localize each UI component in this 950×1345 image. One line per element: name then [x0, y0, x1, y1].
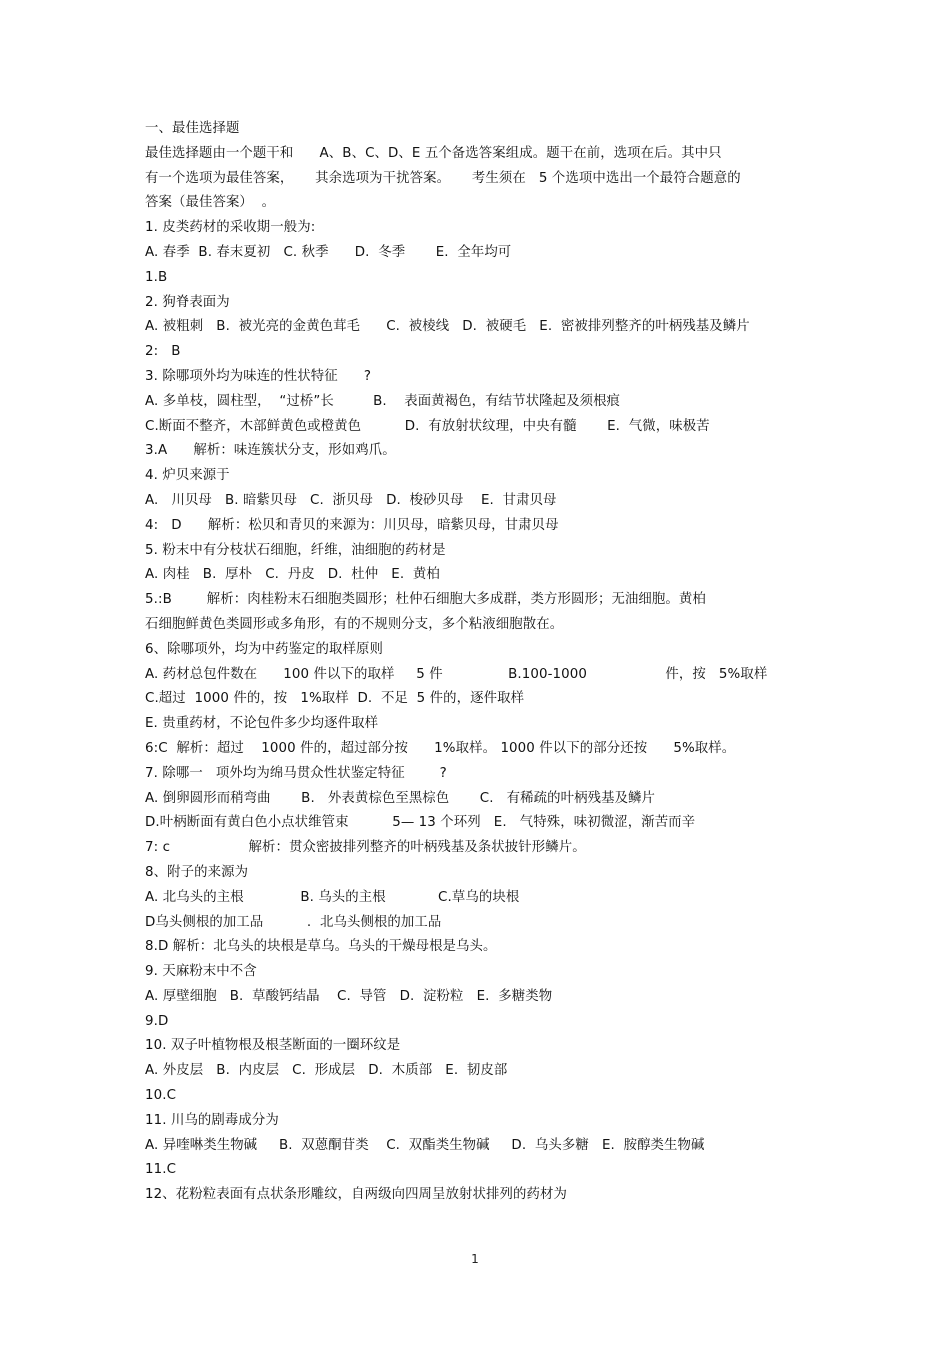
question-3: 3. 除哪项外均为味连的性状特征 ?	[145, 368, 372, 384]
question-8-options-2: D乌头侧根的加工品 . 北乌头侧根的加工品	[145, 914, 442, 930]
question-9: 9. 天麻粉末中不含	[145, 964, 257, 980]
question-4: 4. 炉贝来源于	[145, 468, 230, 484]
answer-5-line-2: 石细胞鲜黄色类圆形或多角形，有的不规则分支，多个粘液细胞散在。	[145, 616, 564, 632]
answer-7: 7: c 解析：贯众密披排列整齐的叶柄残基及条状披针形鳞片。	[145, 840, 586, 856]
section-heading: 一、最佳选择题	[145, 121, 240, 136]
question-8: 8、附子的来源为	[145, 864, 249, 880]
answer-9: 9.D	[145, 1013, 169, 1029]
answer-1: 1.B	[145, 269, 168, 285]
answer-4: 4: D 解析：松贝和青贝的来源为：川贝母，暗紫贝母，甘肃贝母	[145, 517, 559, 533]
question-6: 6、除哪项外，均为中药鉴定的取样原则	[145, 641, 383, 657]
answer-6: 6:C 解析：超过 1000 件的，超过部分按 1%取样。 1000 件以下的部分还按 5%取样。	[145, 740, 736, 756]
answer-2: 2: B	[145, 344, 181, 360]
question-6-options-2: C.超过 1000 件的，按 1%取样 D. 不足 5 件的，逐件取样	[145, 691, 525, 707]
question-2-options: A. 被粗刺 B. 被光亮的金黄色茸毛 C. 被棱线 D. 被硬毛 E. 密被排列整齐的叶柄残基及鳞片	[145, 319, 750, 335]
question-9-options: A. 厚壁细胞 B. 草酸钙结晶 C. 导管 D. 淀粉粒 E. 多糖类物	[145, 988, 553, 1004]
instruction-line-3: 答案（最佳答案） 。	[145, 195, 276, 211]
question-5-options: A. 肉桂 B. 厚朴 C. 丹皮 D. 杜仲 E. 黄柏	[145, 567, 440, 583]
question-11: 11. 川乌的剧毒成分为	[145, 1112, 279, 1128]
question-4-options: A. 川贝母 B. 暗紫贝母 C. 浙贝母 D. 梭砂贝母 E. 甘肃贝母	[145, 492, 557, 508]
question-7: 7. 除哪一 项外均为绵马贯众性状鉴定特征 ?	[145, 765, 447, 781]
question-10-options: A. 外皮层 B. 内皮层 C. 形成层 D. 木质部 E. 韧皮部	[145, 1063, 508, 1079]
question-6-options-3: E. 贵重药材，不论包件多少均逐件取样	[145, 716, 379, 732]
question-10: 10. 双子叶植物根及根茎断面的一圈环纹是	[145, 1038, 401, 1054]
answer-11: 11.C	[145, 1162, 177, 1178]
page-number: 1	[471, 1252, 479, 1266]
question-7-options-2: D.叶柄断面有黄白色小点状维管束 5— 13 个环列 E. 气特殊，味初微涩，渐苦而辛	[145, 815, 696, 831]
question-8-options-1: A. 北乌头的主根 B. 乌头的主根 C.草乌的块根	[145, 889, 520, 905]
question-3-options-1: A. 多单枝，圆柱型， “过桥”长 B. 表面黄褐色，有结节状隆起及须根痕	[145, 393, 621, 409]
answer-5-line-1: 5.:B 解析：肉桂粉末石细胞类圆形；杜仲石细胞大多成群，类方形圆形；无油细胞。黄柏	[145, 592, 706, 608]
answer-8: 8.D 解析：北乌头的块根是草乌。乌头的干燥母根是乌头。	[145, 939, 497, 955]
question-7-options-1: A. 倒卵圆形而稍弯曲 B. 外表黄棕色至黑棕色 C. 有稀疏的叶柄残基及鳞片	[145, 790, 656, 806]
question-1-options: A. 春季 B. 春末夏初 C. 秋季 D. 冬季 E. 全年均可	[145, 244, 512, 260]
document-body	[145, 117, 805, 1208]
question-12: 12、花粉粒表面有点状条形雕纹，自两级向四周呈放射状排列的药材为	[145, 1187, 567, 1203]
answer-10: 10.C	[145, 1088, 177, 1104]
answer-3: 3.A 解析：味连簇状分支，形如鸡爪。	[145, 443, 396, 459]
question-1: 1. 皮类药材的采收期一般为:	[145, 220, 316, 236]
question-5: 5. 粉末中有分枝状石细胞，纤维，油细胞的药材是	[145, 542, 446, 558]
question-6-options-1: A. 药材总包件数在 100 件以下的取样 5 件 B.100-1000 件，按 5%取样	[145, 666, 768, 682]
question-3-options-2: C.断面不整齐，木部鲜黄色或橙黄色 D. 有放射状纹理，中央有髓 E. 气微，味极苦	[145, 418, 710, 434]
instruction-line-1: 最佳选择题由一个题干和 A、B、C、D、E 五个备选答案组成。题干在前，选项在后。其中只	[145, 145, 722, 161]
instruction-line-2: 有一个选项为最佳答案， 其余选项为干扰答案。 考生须在 5 个选项中选出一个最符合题意的	[145, 170, 741, 186]
question-11-options: A. 异喹啉类生物碱 B. 双蒽酮苷类 C. 双酯类生物碱 D. 乌头多糖 E. 胺醇类生物碱	[145, 1137, 705, 1153]
question-2: 2. 狗脊表面为	[145, 294, 230, 310]
